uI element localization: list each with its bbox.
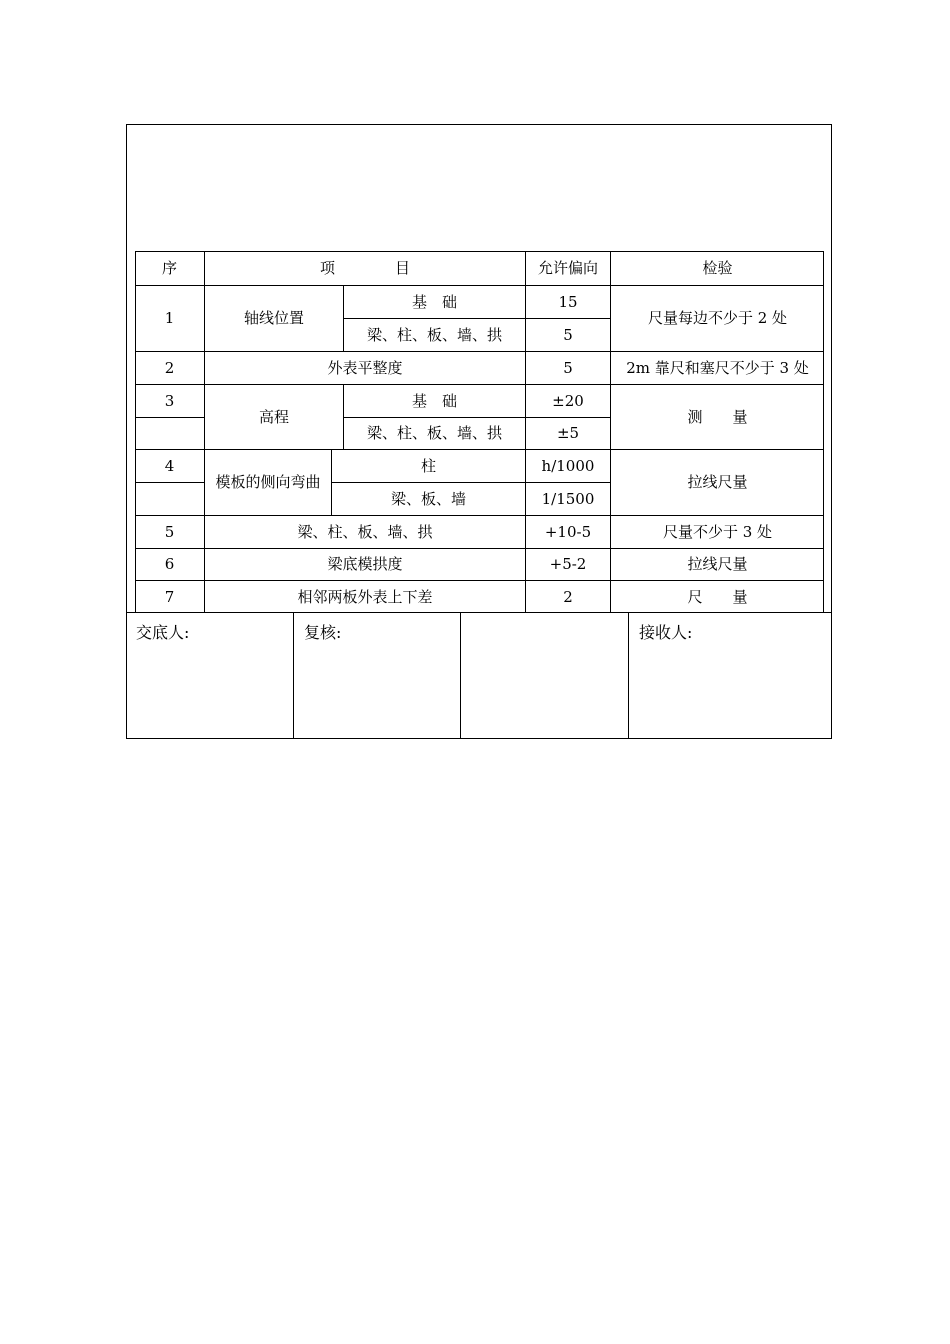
row1-check: 尺量每边不少于 2 处 [647, 309, 788, 327]
row2-check: 2m 靠尺和塞尺不少于 3 处 [626, 358, 809, 377]
row7-seq: 7 [164, 587, 175, 606]
row3-sub1: 基 础 [411, 391, 457, 410]
header-item: 项 目 [319, 259, 410, 277]
row4-check: 拉线尺量 [687, 473, 748, 491]
reviewer-label: 复核: [304, 623, 342, 642]
signature-column-divider [628, 612, 629, 739]
row1-item: 轴线位置 [243, 309, 304, 327]
row7-val: 2 [563, 587, 573, 606]
row4-val2: 1/1500 [541, 489, 595, 508]
row2-val: 5 [563, 358, 573, 377]
row4-sub2: 梁、板、墙 [390, 489, 466, 508]
row1-sub1: 基 础 [411, 292, 457, 311]
row5-check: 尺量不少于 3 处 [662, 522, 773, 541]
signature-column-divider [460, 612, 461, 739]
row4-sub1: 柱 [420, 456, 436, 475]
row3-check: 测 量 [687, 407, 748, 426]
row1-sub2: 梁、柱、板、墙、拱 [366, 325, 502, 344]
row6-val: +5-2 [549, 555, 587, 573]
header-seq: 序 [161, 259, 177, 277]
row4-val1: h/1000 [541, 456, 595, 475]
handover-person-label: 交底人: [136, 623, 190, 642]
header-allowed-deviation: 允许偏向 [537, 259, 598, 277]
row1-seq: 1 [164, 309, 175, 327]
row7-item: 相邻两板外表上下差 [297, 587, 433, 606]
row3-val2: ±5 [556, 424, 580, 442]
row1-val2: 5 [563, 325, 573, 344]
row5-val: +10-5 [544, 522, 592, 541]
row5-seq: 5 [164, 522, 175, 541]
signature-column-divider [293, 612, 294, 739]
row7-check: 尺 量 [687, 587, 748, 606]
row5-item: 梁、柱、板、墙、拱 [297, 522, 433, 541]
row1-val1: 15 [558, 292, 578, 311]
receiver-label: 接收人: [639, 623, 693, 642]
row2-item: 外表平整度 [327, 358, 403, 377]
row-divider [135, 482, 205, 483]
row4-item: 模板的侧向弯曲 [215, 473, 321, 491]
row3-val1: ±20 [552, 391, 584, 410]
row3-item: 高程 [258, 407, 289, 426]
row4-seq: 4 [164, 456, 175, 475]
row3-sub2: 梁、柱、板、墙、拱 [366, 424, 502, 442]
row3-seq: 3 [164, 391, 175, 410]
row-divider [135, 417, 205, 418]
header-inspection: 检验 [702, 259, 733, 277]
row6-check: 拉线尺量 [687, 555, 748, 573]
row6-seq: 6 [164, 555, 175, 573]
row2-seq: 2 [164, 358, 175, 377]
row6-item: 梁底模拱度 [327, 555, 403, 573]
